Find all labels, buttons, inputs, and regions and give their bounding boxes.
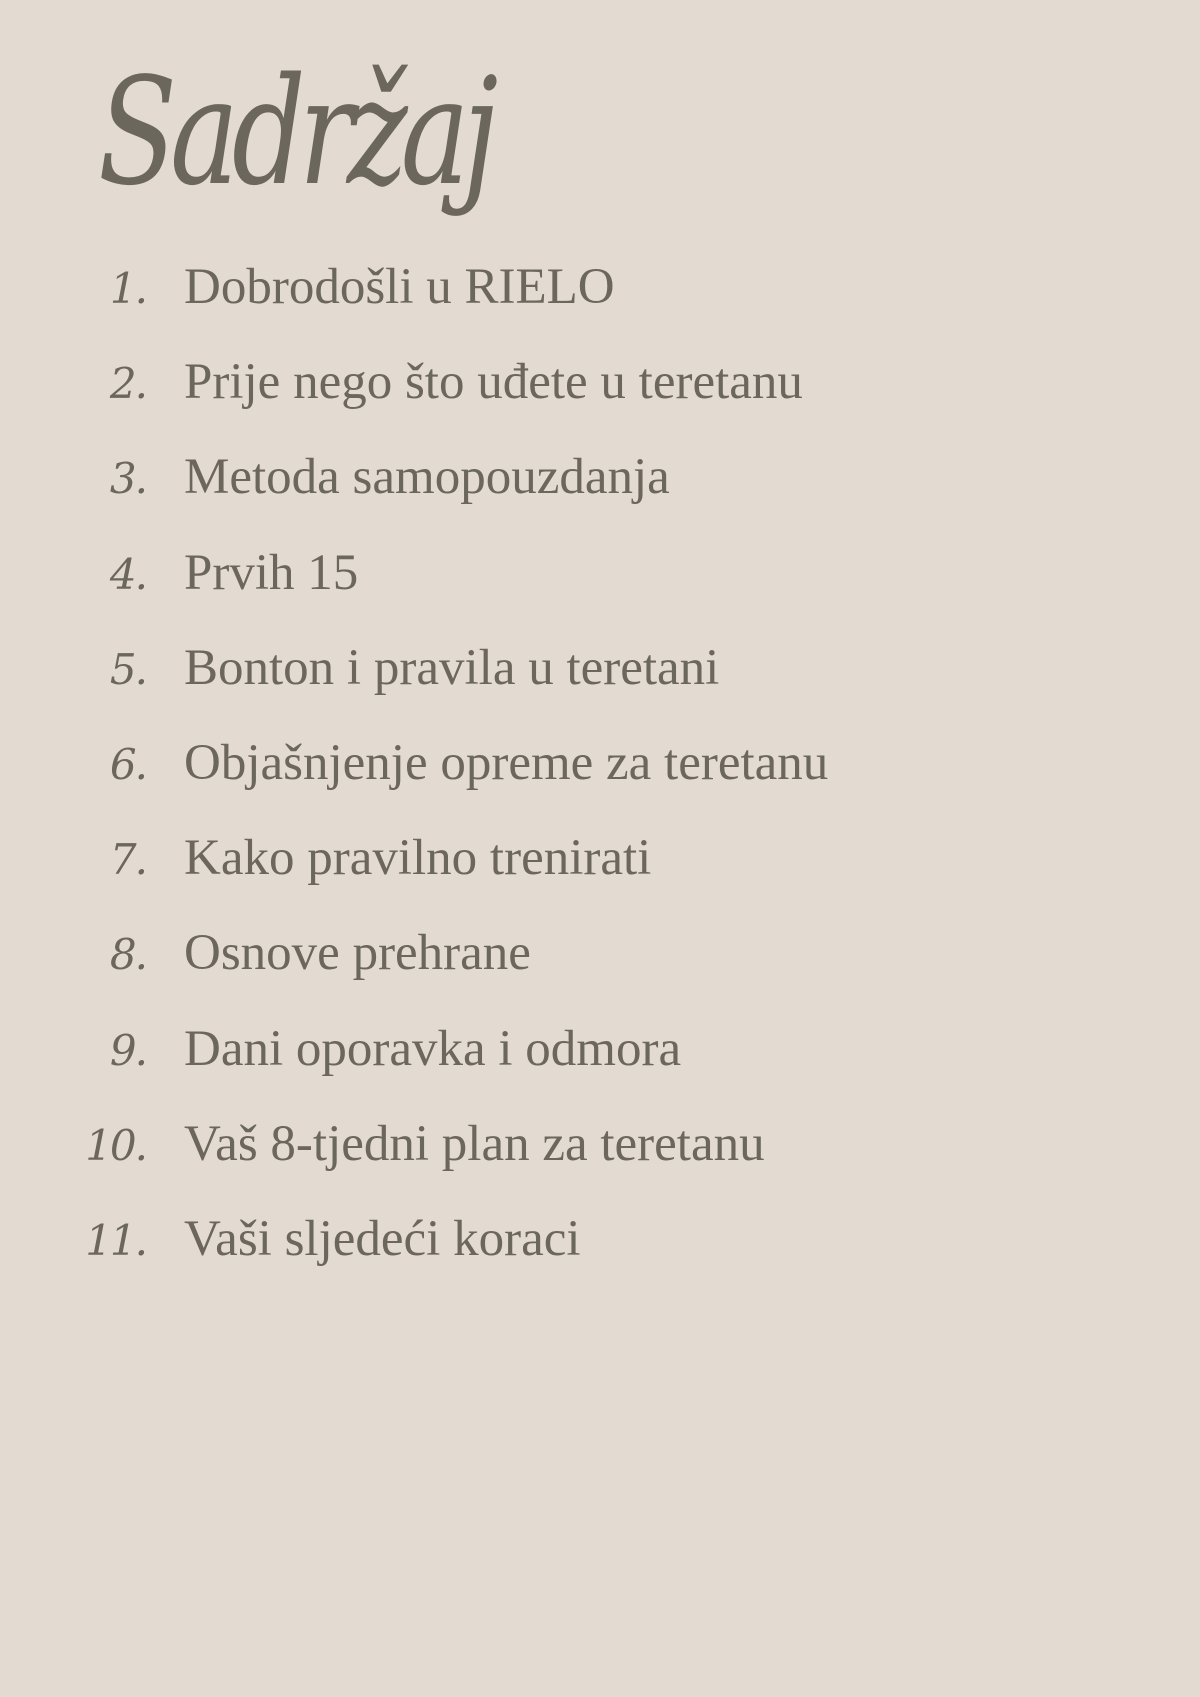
toc-item-label[interactable]: Metoda samopouzdanja xyxy=(184,449,670,506)
toc-item-10[interactable] xyxy=(0,1114,1200,1209)
toc-item-label[interactable]: Prije nego što uđete u teretanu xyxy=(184,354,803,411)
toc-item-7[interactable] xyxy=(0,828,1200,923)
toc-item-11[interactable] xyxy=(0,1209,1200,1304)
toc-list xyxy=(0,257,1200,1304)
toc-item-label[interactable]: Vaši sljedeći koraci xyxy=(184,1210,581,1267)
toc-item-6[interactable] xyxy=(0,733,1200,828)
toc-item-label[interactable]: Osnove prehrane xyxy=(184,925,531,982)
toc-item-1[interactable] xyxy=(0,257,1200,352)
toc-item-number: 1. xyxy=(109,264,146,313)
toc-item-label[interactable]: Objašnjenje opreme za teretanu xyxy=(184,734,829,791)
toc-item-label[interactable]: Dani oporavka i odmora xyxy=(184,1020,682,1077)
toc-item-number: 3. xyxy=(109,454,146,504)
toc-item-4[interactable] xyxy=(0,543,1200,638)
toc-item-number: 6. xyxy=(109,739,146,789)
toc-item-number: 10. xyxy=(85,1120,146,1170)
toc-item-number: 2. xyxy=(109,359,146,409)
toc-item-label[interactable]: Dobrodošli u RIELO xyxy=(184,259,615,315)
toc-item-2[interactable] xyxy=(0,352,1200,447)
toc-item-number: 7. xyxy=(109,835,146,885)
toc-item-5[interactable] xyxy=(0,638,1200,733)
toc-item-number: 8. xyxy=(109,930,146,980)
toc-item-number: 4. xyxy=(109,549,146,599)
toc-item-3[interactable] xyxy=(0,447,1200,542)
toc-item-label[interactable]: Prvih 15 xyxy=(184,544,359,601)
toc-item-number: 5. xyxy=(109,644,146,694)
toc-item-label[interactable]: Kako pravilno trenirati xyxy=(184,830,652,887)
toc-item-number: 9. xyxy=(109,1025,146,1075)
toc-item-number: 11. xyxy=(85,1215,146,1265)
toc-item-label[interactable]: Bonton i pravila u teretani xyxy=(184,639,720,696)
toc-item-label[interactable]: Vaš 8-tjedni plan za teretanu xyxy=(184,1115,765,1172)
toc-item-8[interactable] xyxy=(0,923,1200,1018)
toc-item-9[interactable] xyxy=(0,1019,1200,1114)
page-title: Sadržaj xyxy=(98,46,492,218)
